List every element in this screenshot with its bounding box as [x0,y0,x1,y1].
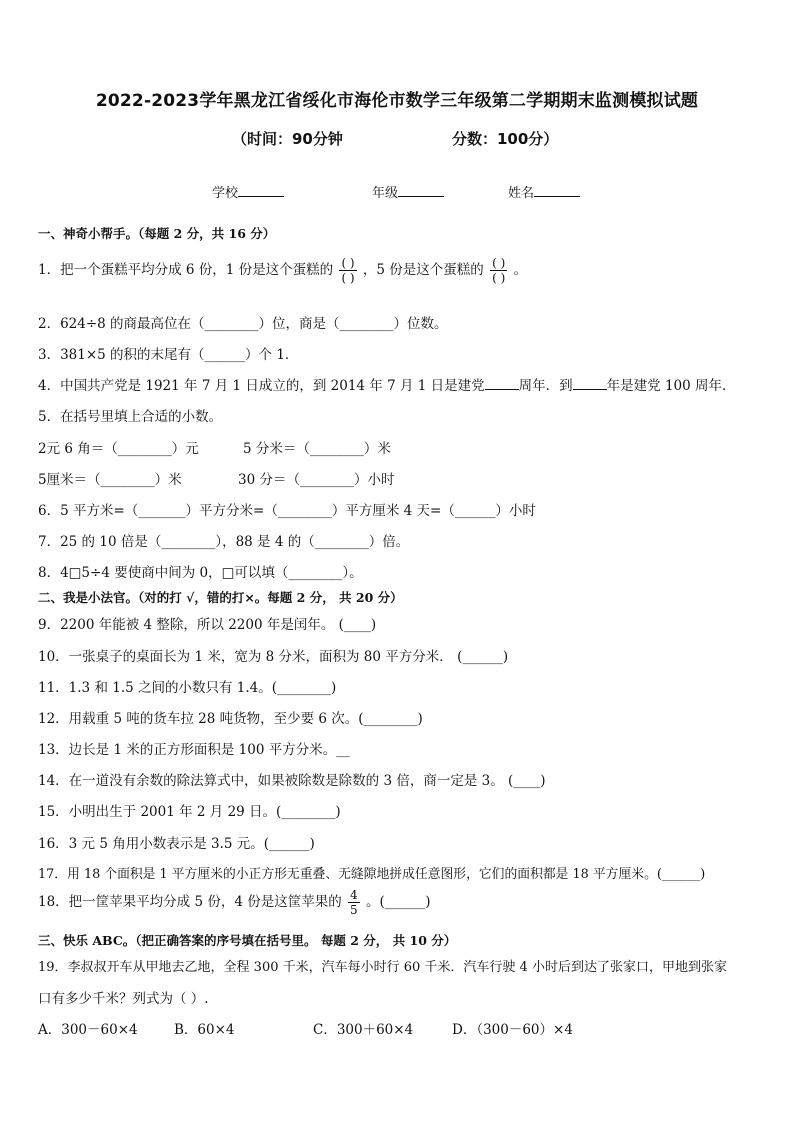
exam-title: 2022-2023学年黑龙江省绥化市海伦市数学三年级第二学期期末监测模拟试题 [95,91,699,111]
grade-blank[interactable] [398,184,444,197]
grade-field[interactable] [372,182,444,201]
name-label: 姓名 [508,186,535,201]
question-18: 18．把一筐苹果平均分成 5 份，4 份是这筐苹果的 $\frac{4}{5}$ 。(______) [38,888,431,917]
school-blank[interactable] [238,184,284,197]
question-5b: 5 分米＝（________）米 [243,441,391,457]
question-7: 7．25 的 10 倍是（________），88 是 4 的（________）倍。 [38,534,410,550]
question-15: 15．小明出生于 2001 年 2 月 29 日。(________) [38,804,341,820]
name-blank[interactable] [534,184,580,197]
question-19-line-2: 口有多少千米？列式为（ ）. [38,991,209,1007]
question-1: 1．把一个蛋糕平均分成 6 份，1 份是这个蛋糕的 $\frac{( )}{( )}$ ，5 份是这个蛋糕的 $\frac{( )}{( )}$ 。 [38,256,528,285]
question-6: 6．5 平方米=（_______）平方分米=（________）平方厘米 4 天=（______）小时 [38,503,536,519]
name-field[interactable] [508,182,580,201]
q4-blank-1[interactable] [485,377,519,390]
option-b[interactable]: B．60×4 [174,1022,235,1038]
question-19-line-1: 19．李叔叔开车从甲地去乙地，全程 300 千米，汽车每小时行 60 千米．汽车行驶 4 小时后到达了张家口，甲地到张家 [38,960,727,975]
question-13: 13．边长是 1 米的正方形面积是 100 平方分米。__ [38,742,350,758]
q1-fraction-1[interactable]: $\frac{( )}{( )}$ [341,256,355,285]
school-field[interactable] [212,182,284,201]
question-5: 5．在括号里填上合适的小数。 [38,409,223,425]
section-3-heading: 三、快乐 ABC。（把正确答案的序号填在括号里。 每题 2 分， 共 10 分） [38,933,457,948]
q18-fraction: $\frac{4}{5}$ [350,888,358,917]
q4-blank-2[interactable] [573,377,607,390]
question-17: 17．用 18 个面积是 1 平方厘米的小正方形无重叠、无缝隙地拼成任意图形，它们的面积都是 18 平方厘米。(______) [38,867,706,882]
question-8: 8．4□5÷4 要使商中间为 0，□可以填（________）。 [38,565,363,581]
question-2: 2．624÷8 的商最高位在（________）位，商是（________）位数。 [38,316,448,332]
question-14: 14．在一道没有余数的除法算式中，如果被除数是除数的 3 倍，商一定是 3。 (____) [38,773,546,789]
question-16: 16．3 元 5 角用小数表示是 3.5 元。(______) [38,836,315,852]
question-9: 9．2200 年能被 4 整除，所以 2200 年是闰年。 (____) [38,617,377,633]
section-1-heading: 一、神奇小帮手。（每题 2 分，共 16 分） [38,226,276,241]
school-label: 学校 [212,186,239,201]
question-10: 10．一张桌子的桌面长为 1 米，宽为 8 分米，面积为 80 平方分米． (______) [38,649,509,665]
exam-time: （时间：90分钟 [232,130,343,148]
option-c[interactable]: C．300＋60×4 [313,1022,414,1038]
grade-label: 年级 [372,186,399,201]
option-a[interactable]: A．300－60×4 [38,1022,138,1038]
question-3: 3．381×5 的积的末尾有（______）个 1． [38,347,299,363]
exam-score: 分数：100分） [452,130,559,148]
q1-fraction-2[interactable]: $\frac{( )}{( )}$ [492,256,506,285]
question-4: 4．中国共产党是 1921 年 7 月 1 日成立的，到 2014 年 7 月 1 日是建党 周年．到 年是建党 100 周年． [38,378,736,394]
question-11: 11．1.3 和 1.5 之间的小数只有 1.4。(________) [38,680,337,696]
question-12: 12．用载重 5 吨的货车拉 28 吨货物，至少要 6 次。(________) [38,711,423,727]
option-d[interactable]: D．（300－60）×4 [452,1022,573,1038]
question-5a: 2元 6 角＝（________）元 [38,441,199,457]
question-5c: 5厘米＝（________）米 [38,472,182,488]
question-5d: 30 分＝（________）小时 [238,472,395,488]
section-2-heading: 二、我是小法官。（对的打 √，错的打×。每题 2 分， 共 20 分） [38,590,403,605]
